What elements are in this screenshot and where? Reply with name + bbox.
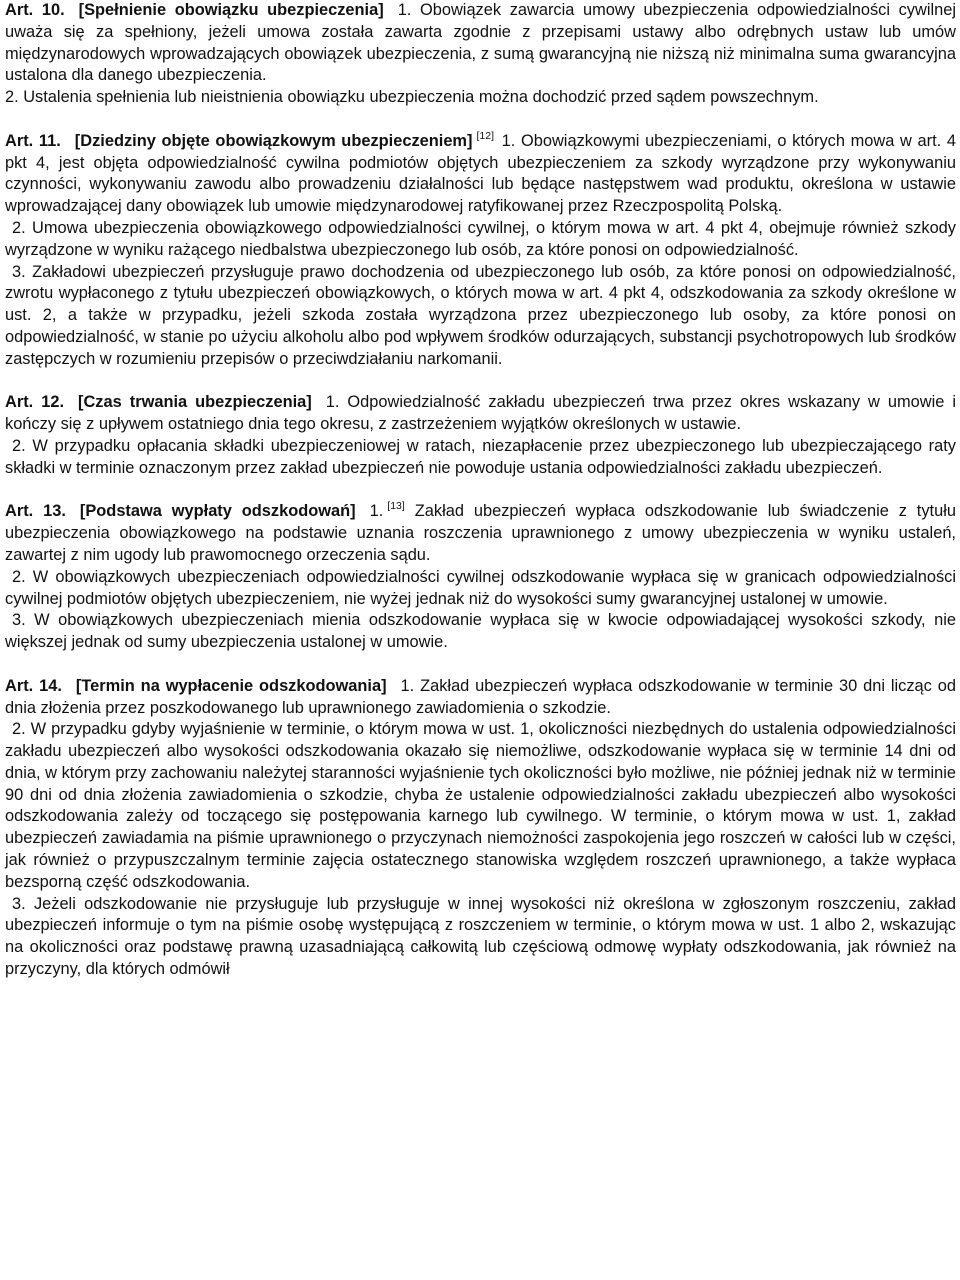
article-paragraph: 2. W obowiązkowych ubezpieczeniach odpowiedzialności cywilnej odszkodowanie wypłaca się w granicach odpowiedzialności cywilnej podmiotów objętych ubezpieczeniem, nie wyżej jednak niż do wysokości sumy gwarancyjnej ustalonej w umowie. bbox=[5, 567, 956, 608]
article-11 bbox=[5, 131, 956, 371]
article-number: Art. 11. bbox=[5, 131, 61, 150]
paragraph-text: 1. Obowiązkowymi ubezpieczeniami, o których mowa w art. 4 pkt 4, jest objęta odpowiedzialność cywilna podmiotów objętych ubezpieczeniem za szkody wyrządzone przy wykonywaniu czynności, wykonywaniu zawodu albo prowadzeniu działalności lub będące następstwem wad produktu, określona w ustawie wprowadzającej dany obowiązek lub umowie międzynarodowej ratyfikowanej przez Rzeczpospolitą Polską. bbox=[5, 131, 956, 216]
article-number: Art. 12. bbox=[5, 393, 65, 412]
article-number: Art. 10. bbox=[5, 1, 65, 19]
article-12 bbox=[5, 392, 956, 479]
article-paragraph: 2. W przypadku opłacania składki ubezpieczeniowej w ratach, niezapłacenie przez ubezpieczonego lub ubezpieczającego raty składki w terminie oznaczonym przez zakład ubezpieczeń nie powoduje ustania odpowiedzialności zakładu ubezpieczeń. bbox=[5, 436, 956, 477]
article-paragraph: 3. W obowiązkowych ubezpieczeniach mienia odszkodowanie wypłaca się w kwocie odpowiadającej wysokości szkody, nie większej jednak od sumy ubezpieczenia ustalonej w umowie. bbox=[5, 611, 956, 652]
paragraph-text: Zakład ubezpieczeń wypłaca odszkodowanie lub świadczenie z tytułu ubezpieczenia obowiązkowego na podstawie uznania roszczenia uprawnionego z umowy ubezpieczenia w wyniku ustaleń, zawartej z nim ugody lub prawomocnego orzeczenia sądu. bbox=[5, 502, 956, 564]
article-first-paragraph bbox=[5, 0, 956, 87]
footnote-reference[interactable]: [13] bbox=[387, 500, 405, 513]
article-first-paragraph bbox=[5, 392, 956, 436]
paragraph-text: 1. Zakład ubezpieczeń wypłaca odszkodowanie w terminie 30 dni licząc od dnia złożenia przez poszkodowanego lub uprawnionego zawiadomienia o szkodzie. bbox=[5, 676, 956, 717]
article-title: [Termin na wypłacenie odszkodowania] bbox=[75, 676, 387, 695]
article-paragraph: 2. Umowa ubezpieczenia obowiązkowego odpowiedzialności cywilnej, o którym mowa w art. 4 pkt 4, obejmuje również szkody wyrządzone w wyniku rażącego niedbalstwa ubezpieczonego lub osób, za które ponosi on odpowiedzialność. bbox=[5, 218, 956, 259]
article-title: [Czas trwania ubezpieczenia] bbox=[78, 393, 312, 412]
article-first-paragraph bbox=[5, 501, 956, 566]
article-title: [Spełnienie obowiązku ubezpieczenia] bbox=[78, 1, 384, 19]
paragraph-number: 1. bbox=[369, 502, 384, 521]
article-paragraph: 3. Zakładowi ubezpieczeń przysługuje prawo dochodzenia od ubezpieczonego lub osób, za które ponosi on odpowiedzialność, zwrotu wypłaconego z tytułu ubezpieczeń obowiązkowych, o których mowa w art. 4 pkt 4, odszkodowania za szkody określone w ust. 2, a także w przypadku, jeżeli szkoda została wyrządzona przez ubezpieczonego lub osoby, za które ponosi on odpowiedzialność, w stanie po użyciu alkoholu albo pod wpływem środków odurzających, substancji psychotropowych lub środków zastępczych w rozumieniu przepisów o przeciwdziałaniu narkomanii. bbox=[5, 262, 956, 368]
article-first-paragraph bbox=[5, 676, 956, 720]
paragraph-text: 1. Odpowiedzialność zakładu ubezpieczeń trwa przez okres wskazany w umowie i kończy się z upływem ostatniego dnia tego okresu, z zastrzeżeniem wyjątków określonych w ustawie. bbox=[5, 393, 956, 434]
article-10 bbox=[5, 0, 956, 109]
paragraph-text: 1. Obowiązek zawarcia umowy ubezpieczenia odpowiedzialności cywilnej uważa się za spełniony, jeżeli umowa została zawarta zgodnie z przepisami ustawy albo odrębnych ustaw lub umów międzynarodowych wprowadzających obowiązek ubezpieczenia, z sumą gwarancyjną nie niższą niż minimalna suma gwarancyjna ustalona dla danego ubezpieczenia. bbox=[5, 1, 956, 85]
article-number: Art. 14. bbox=[5, 676, 62, 695]
article-title: [Podstawa wypłaty odszkodowań] bbox=[79, 502, 356, 521]
article-paragraph: 2. Ustalenia spełnienia lub nieistnienia obowiązku ubezpieczenia można dochodzić przed sądem powszechnym. bbox=[5, 88, 819, 107]
article-first-paragraph bbox=[5, 131, 956, 218]
footnote-reference[interactable]: [12] bbox=[476, 129, 494, 142]
article-paragraph: 3. Jeżeli odszkodowanie nie przysługuje lub przysługuje w innej wysokości niż określona w zgłoszonym roszczeniu, zakład ubezpieczeń informuje o tym na piśmie osobę występującą z roszczeniem w terminie, o którym mowa w ust. 1 albo 2, wskazując na okoliczności oraz podstawę prawną uzasadniającą całkowitą lub częściową odmowę wypłaty odszkodowania, jak również na przyczyny, dla których odmówił bbox=[5, 894, 956, 979]
article-paragraph: 2. W przypadku gdyby wyjaśnienie w terminie, o którym mowa w ust. 1, okoliczności niezbędnych do ustalenia odpowiedzialności zakładu ubezpieczeń albo wysokości odszkodowania okazało się niemożliwe, odszkodowanie wypłaca się w terminie 14 dni od dnia, w którym przy zachowaniu należytej staranności wyjaśnienie tych okoliczności było możliwe, nie później jednak niż w terminie 90 dni od dnia złożenia zawiadomienia o szkodzie, chyba że ustalenie odpowiedzialności zakładu ubezpieczeń albo wysokości odszkodowania zależy od toczącego się postępowania karnego lub cywilnego. W terminie, o którym mowa w ust. 1, zakład ubezpieczeń zawiadamia na piśmie uprawnionego o przyczynach niemożności zaspokojenia jego roszczeń w całości lub w części, jak również o przypuszczalnym terminie zajęcia ostatecznego stanowiska względem roszczeń uprawnionego, a także wypłaca bezsporną część odszkodowania. bbox=[5, 720, 956, 891]
article-title: [Dziedziny objęte obowiązkowym ubezpieczeniem] bbox=[74, 131, 473, 150]
article-13 bbox=[5, 501, 956, 654]
article-number: Art. 13. bbox=[5, 502, 66, 521]
article-14 bbox=[5, 676, 956, 981]
